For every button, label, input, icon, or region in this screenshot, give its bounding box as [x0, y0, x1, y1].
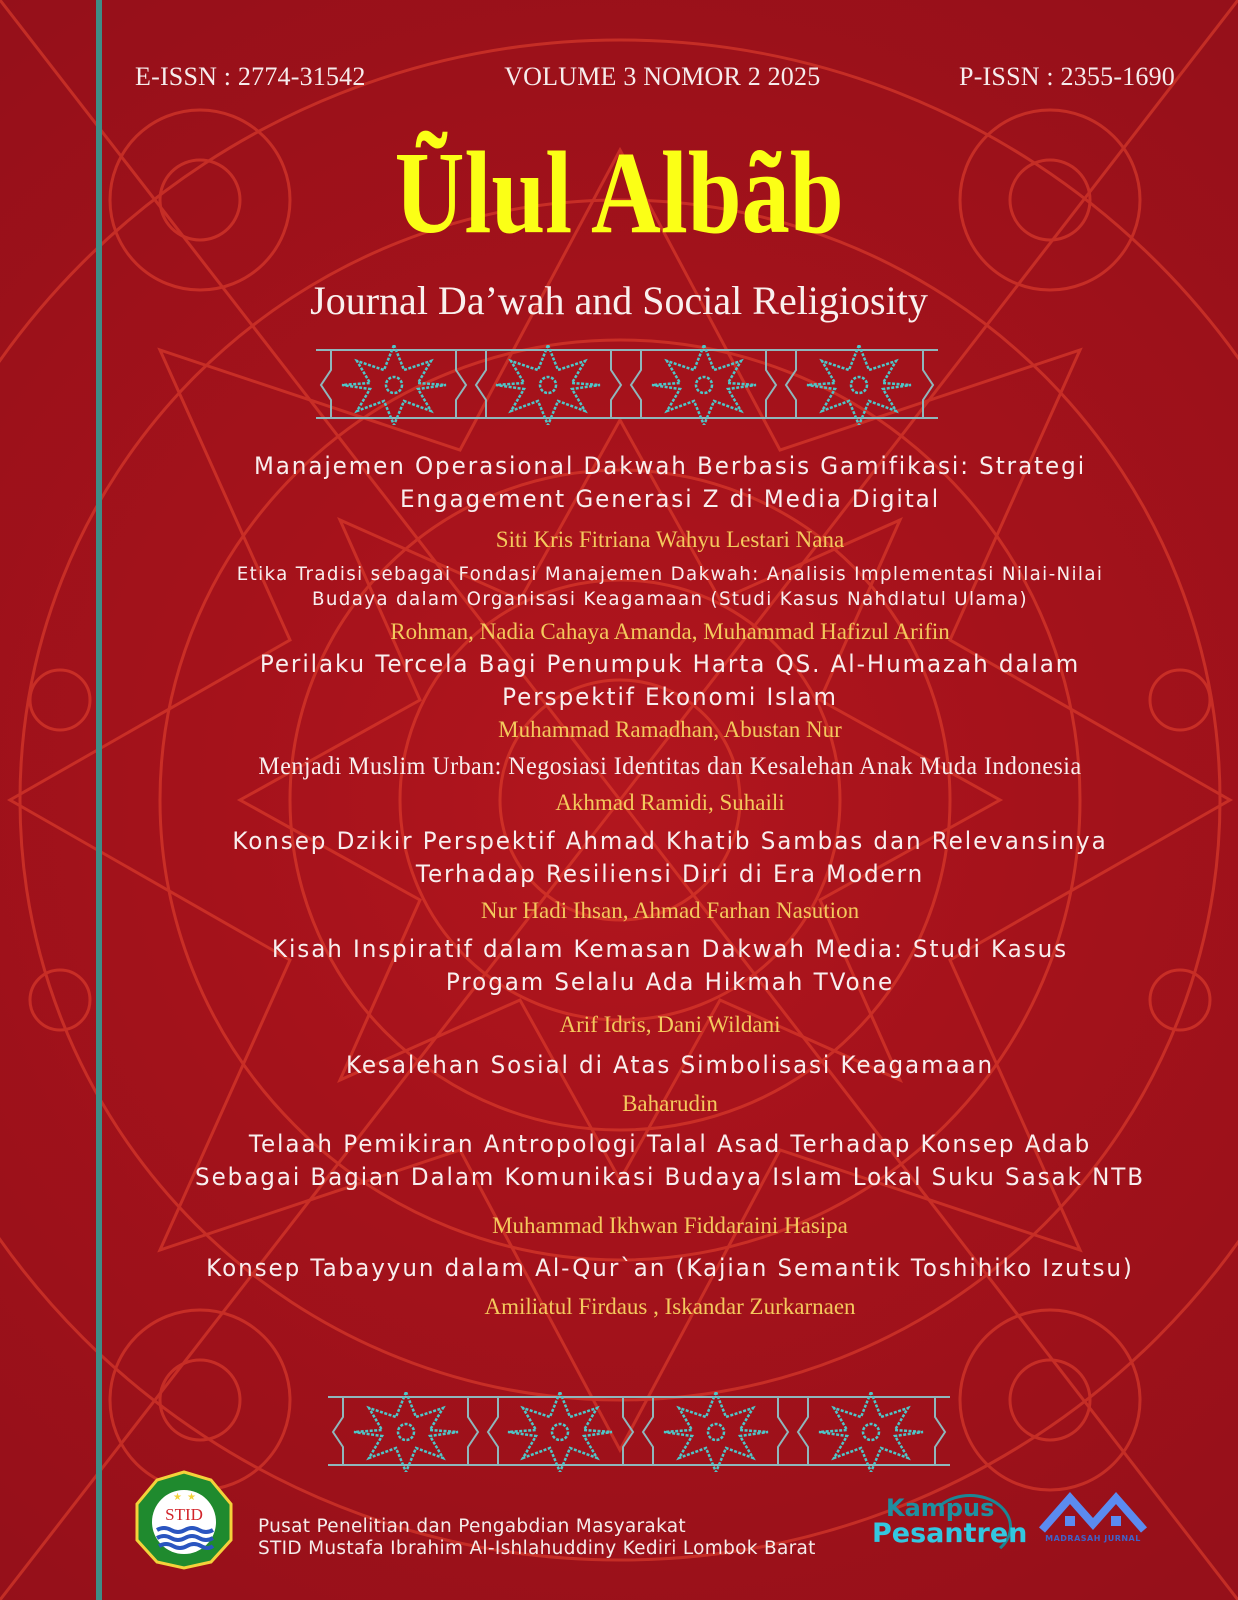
journal-title: Ũlul Albãb [394, 127, 844, 258]
ornament-band-bottom [328, 1392, 950, 1472]
article-entry [105, 562, 1235, 648]
ornament-band-top [316, 345, 938, 425]
article-title: Kisah Inspiratif dalam Kemasan Dakwah Media: Studi Kasus Progam Selalu Ada Hikmah TVone [271, 935, 1069, 996]
article-title: Konsep Dzikir Perspektif Ahmad Khatib Sambas dan Relevansinya Terhadap Resiliensi Diri di Era Modern [232, 827, 1108, 888]
article-authors: Arif Idris, Dani Wildani [559, 1012, 781, 1037]
article-title: Perilaku Tercela Bagi Penumpuk Harta QS. Al-Humazah dalam Perspektif Ekonomi Islam [259, 650, 1081, 711]
article-authors: Nur Hadi Ihsan, Ahmad Farhan Nasution [480, 898, 860, 923]
svg-text:★: ★ [173, 1492, 182, 1503]
article-entry [105, 750, 1235, 819]
article-entry [105, 648, 1235, 746]
article-entry [105, 933, 1235, 1041]
article-authors: Amiliatul Firdaus , Iskandar Zurkarnaen [484, 1294, 856, 1319]
article-title: Kesalehan Sosial di Atas Simbolisasi Keagamaan [345, 1051, 995, 1079]
article-authors: Muhammad Ikhwan Fiddaraini Hasipa [492, 1213, 848, 1238]
publisher-line-1: Pusat Penelitian dan Pengabdian Masyarakat [258, 1516, 686, 1537]
volume-number: VOLUME 3 NOMOR 2 2025 [504, 62, 821, 91]
article-entry [105, 825, 1235, 927]
article-authors: Rohman, Nadia Cahaya Amanda, Muhammad Hafizul Arifin [390, 619, 950, 644]
kampus-pesantren-logo: Kampus Pesantren [868, 1494, 1018, 1564]
article-authors: Siti Kris Fitriana Wahyu Lestari Nana [495, 527, 845, 552]
journal-subtitle: Journal Da’wah and Social Religiosity [310, 278, 928, 323]
article-title: Telaah Pemikiran Antropologi Talal Asad Terhadap Konsep Adab Sebagai Bagian Dalam Komunikasi Budaya Islam Lokal Suku Sasak NTB [195, 1130, 1145, 1191]
article-entry [105, 1252, 1235, 1323]
e-issn: E-ISSN : 2774-31542 [135, 62, 366, 91]
article-title: Konsep Tabayyun dalam Al-Qur`an (Kajian Semantik Toshihiko Izutsu) [206, 1254, 1134, 1282]
publisher-line-2: STID Mustafa Ibrahim Al-Ishlahuddiny Kediri Lombok Barat [258, 1538, 816, 1559]
publisher-info [258, 1516, 816, 1560]
article-authors: Akhmad Ramidi, Suhaili [555, 790, 785, 815]
article-entry [105, 1128, 1235, 1242]
madrasah-jurnal-logo: MADRASAH JURNAL [1038, 1490, 1148, 1560]
article-title: Manajemen Operasional Dakwah Berbasis Gamifikasi: Strategi Engagement Generasi Z di Media Digital [253, 452, 1087, 513]
article-entry [105, 1049, 1235, 1120]
article-authors: Muhammad Ramadhan, Abustan Nur [498, 717, 842, 742]
issue-info-bar [135, 62, 1175, 92]
article-entry [105, 450, 1235, 556]
svg-text:★: ★ [187, 1492, 196, 1503]
article-title: Menjadi Muslim Urban: Negosiasi Identitas dan Kesalehan Anak Muda Indonesia [258, 753, 1082, 780]
house-roof-icon [1038, 1490, 1148, 1534]
article-title: Etika Tradisi sebagai Fondasi Manajemen Dakwah: Analisis Implementasi Nilai-Nilai Budaya dalam Organisasi Keagamaan (Studi Kasus Nahdlatul Ulama) [236, 563, 1104, 610]
article-authors: Baharudin [622, 1091, 718, 1116]
table-of-contents [105, 450, 1235, 1323]
p-issn: P-ISSN : 2355-1690 [959, 62, 1175, 91]
svg-text:STID: STID [165, 1505, 203, 1524]
stid-logo [133, 1470, 235, 1570]
